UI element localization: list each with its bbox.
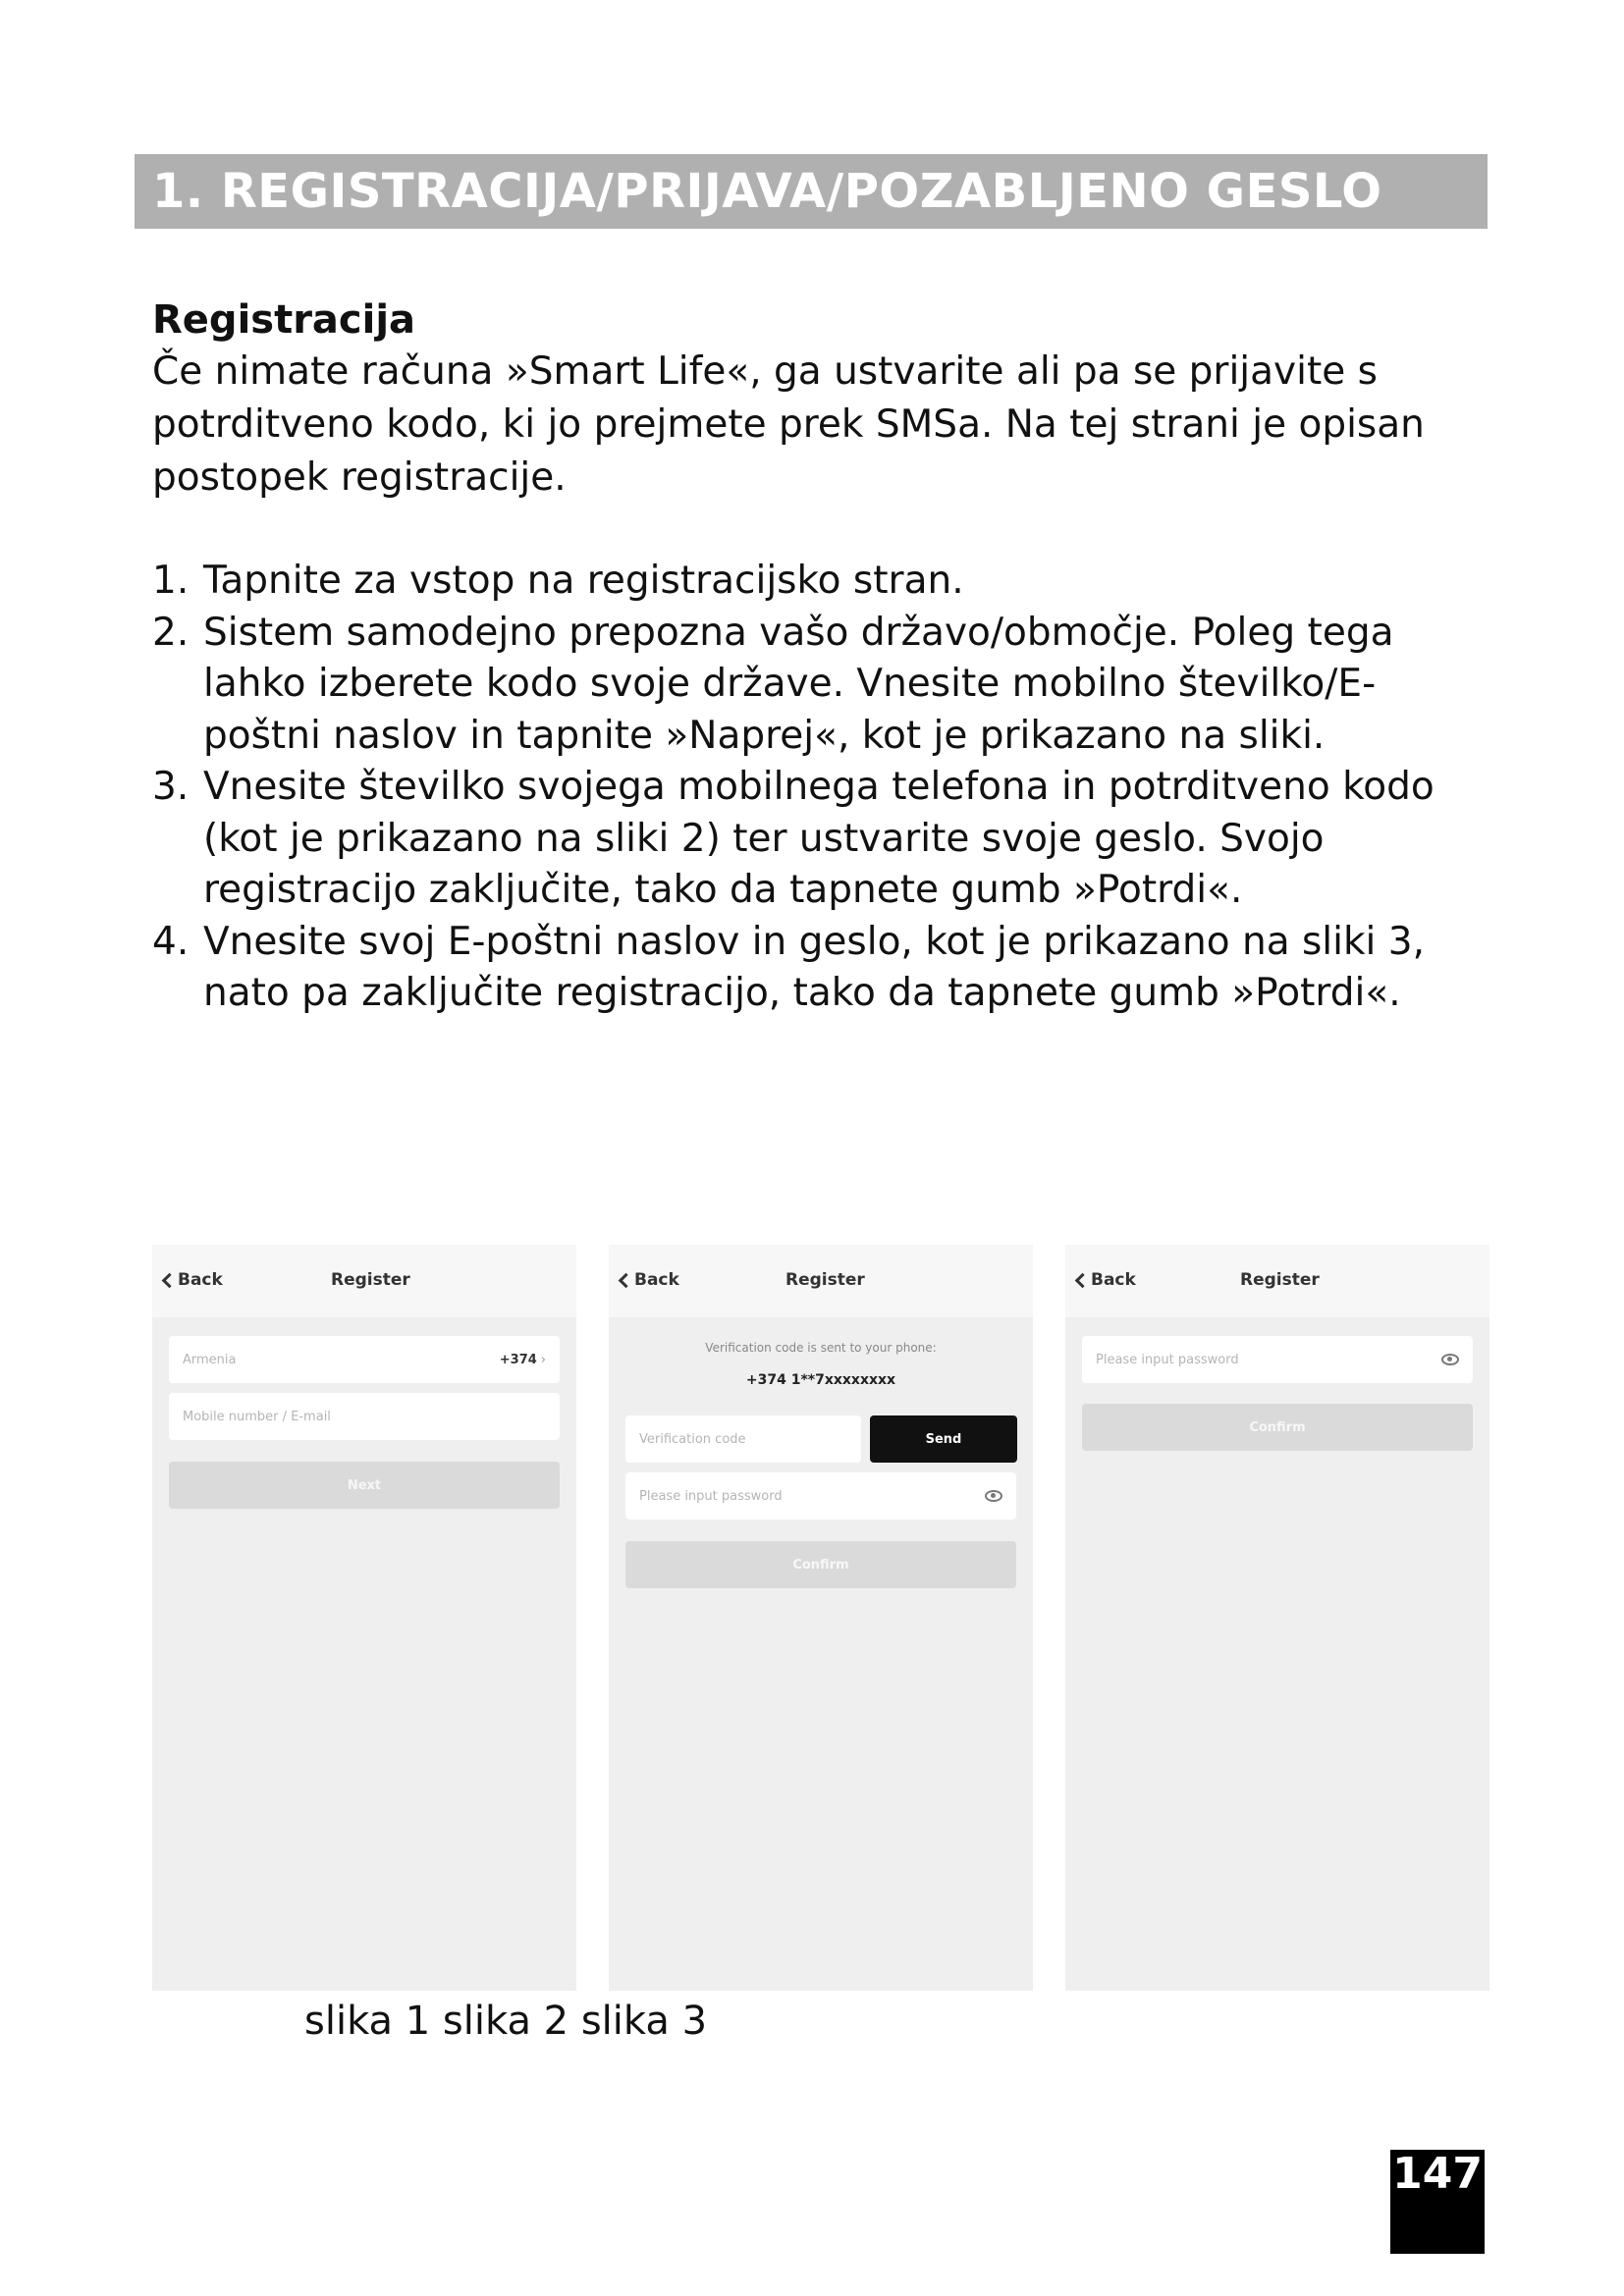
- intro-paragraph: Če nimate računa »Smart Life«, ga ustvarite ali pa se prijavite s potrditveno kodo, ki jo prejmete prek SMSa. Na tej strani je opisan postopek registracije.: [152, 349, 1425, 500]
- back-label: Back: [178, 1270, 223, 1290]
- screenshot-1: [152, 1245, 576, 1991]
- step-number: 3.: [152, 765, 189, 809]
- phone-title: Register: [331, 1270, 410, 1290]
- send-button[interactable]: Send: [870, 1415, 1017, 1463]
- verification-hint: Verification code is sent to your phone:: [705, 1341, 937, 1355]
- screenshot-2: [609, 1245, 1033, 1991]
- phone-topbar: [1065, 1245, 1489, 1317]
- phone-title: Register: [785, 1270, 865, 1290]
- chevron-left-icon: [619, 1272, 634, 1288]
- step-number: 2.: [152, 610, 189, 655]
- verification-code-input[interactable]: [625, 1415, 861, 1463]
- steps-list: [152, 556, 1478, 1020]
- password-placeholder: Please input password: [1096, 1352, 1239, 1367]
- country-select[interactable]: [169, 1336, 560, 1383]
- step-number: 4.: [152, 919, 189, 964]
- country-name: Armenia: [183, 1352, 237, 1367]
- back-button[interactable]: [1077, 1270, 1136, 1290]
- back-label: Back: [1091, 1270, 1136, 1290]
- phone-email-input[interactable]: [169, 1393, 560, 1440]
- verification-code-placeholder: Verification code: [639, 1431, 746, 1447]
- verification-number: +374 1**7xxxxxxxx: [745, 1372, 896, 1388]
- confirm-button[interactable]: Confirm: [1082, 1404, 1473, 1451]
- back-button[interactable]: [164, 1270, 223, 1290]
- figure-caption: slika 1 slika 2 slika 3: [304, 1999, 708, 2044]
- chevron-left-icon: [1075, 1272, 1091, 1288]
- confirm-button[interactable]: Confirm: [625, 1541, 1016, 1588]
- eye-icon[interactable]: [1441, 1354, 1459, 1365]
- step-text: Tapnite za vstop na registracijsko stran.: [203, 559, 964, 603]
- back-label: Back: [634, 1270, 679, 1290]
- step-item: [152, 608, 1478, 763]
- country-code: +374: [499, 1352, 537, 1367]
- screenshot-3: [1065, 1245, 1489, 1991]
- phone-topbar: [609, 1245, 1033, 1317]
- step-text: Sistem samodejno prepozna vašo državo/območje. Poleg tega lahko izberete kodo svoje države. Vnesite mobilno številko/E-poštni naslov in tapnite »Naprej«, kot je prikazano na sliki.: [203, 610, 1394, 758]
- chevron-right-icon: ›: [540, 1352, 546, 1367]
- step-item: [152, 556, 1478, 608]
- phone-email-placeholder: Mobile number / E-mail: [183, 1409, 331, 1424]
- main-content: [152, 294, 1478, 1020]
- phone-topbar: [152, 1245, 576, 1317]
- step-item: [152, 762, 1478, 917]
- chevron-left-icon: [162, 1272, 178, 1288]
- page-number: 147: [1390, 2150, 1485, 2254]
- password-input[interactable]: [1082, 1336, 1473, 1383]
- next-button[interactable]: Next: [169, 1462, 560, 1509]
- step-text: Vnesite številko svojega mobilnega telefona in potrditveno kodo (kot je prikazano na sliki 2) ter ustvarite svoje geslo. Svojo registracijo zaključite, tako da tapnete gumb »Potrdi«.: [203, 765, 1435, 912]
- password-placeholder: Please input password: [639, 1488, 783, 1504]
- phone-title: Register: [1240, 1270, 1320, 1290]
- step-item: [152, 917, 1478, 1020]
- section-header: [135, 154, 1488, 229]
- eye-icon[interactable]: [985, 1490, 1002, 1502]
- section-title: 1. REGISTRACIJA/PRIJAVA/POZABLJENO GESLO: [152, 164, 1382, 219]
- step-text: Vnesite svoj E-poštni naslov in geslo, kot je prikazano na sliki 3, nato pa zaključite registracijo, tako da tapnete gumb »Potrdi«.: [203, 919, 1426, 1015]
- back-button[interactable]: [621, 1270, 679, 1290]
- step-number: 1.: [152, 559, 189, 603]
- password-input[interactable]: [625, 1472, 1016, 1520]
- subheading: Registracija: [152, 297, 416, 343]
